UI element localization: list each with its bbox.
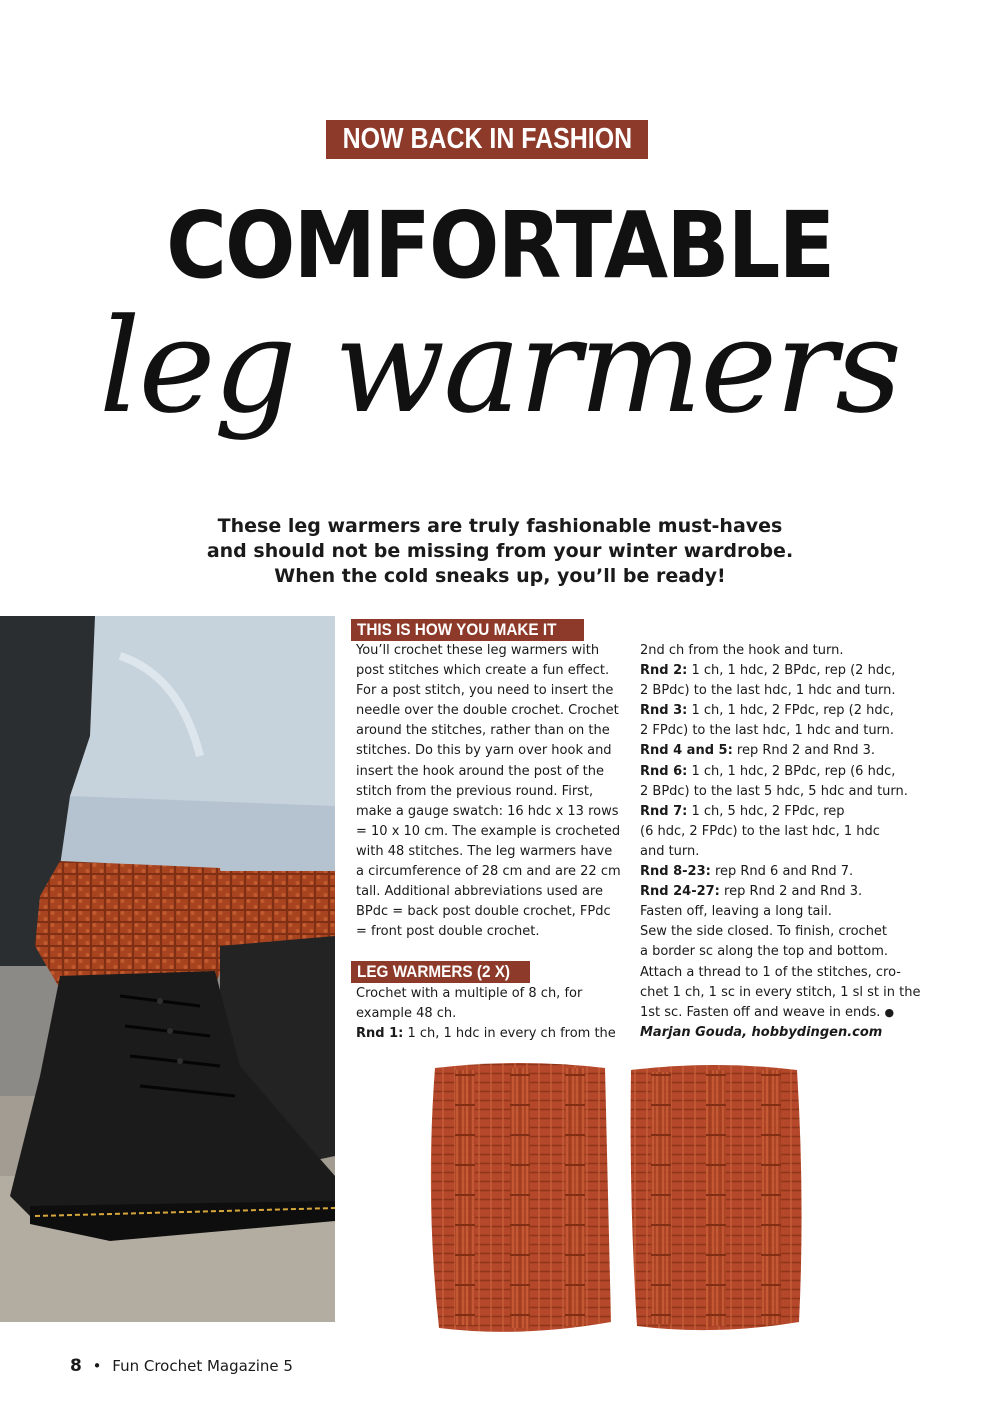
body-line: chet 1 ch, 1 sc in every stitch, 1 sl st in the xyxy=(640,984,921,1000)
body-line xyxy=(640,741,920,761)
round-text: 1 ch, 1 hdc, 2 BPdc, rep (6 hdc, xyxy=(687,763,896,779)
instructions-column-left xyxy=(356,641,621,942)
body-line: with 48 stitches. The leg warmers have xyxy=(356,843,613,859)
instructions-column-right xyxy=(640,641,920,1043)
intro-line: These leg warmers are truly fashionable must-haves xyxy=(217,515,783,537)
section-heading-leg-warmers-text: LEG WARMERS (2 X) xyxy=(357,962,511,981)
body-line: a circumference of 28 cm and are 22 cm xyxy=(356,864,621,880)
body-line xyxy=(640,882,920,902)
body-line: example 48 ch. xyxy=(356,1006,457,1022)
body-line xyxy=(640,862,920,882)
round-label: Rnd 2: xyxy=(640,663,688,679)
footer-bullet: • xyxy=(92,1357,102,1375)
body-line xyxy=(640,1003,920,1023)
body-line: Attach a thread to 1 of the stitches, cro- xyxy=(640,964,901,980)
kicker-banner xyxy=(326,120,648,159)
title-main xyxy=(0,192,999,299)
round-label: Rnd 6: xyxy=(640,763,688,779)
body-line: 2 BPdc) to the last 5 hdc, 5 hdc and turn. xyxy=(640,783,908,799)
closing-text: 1st sc. Fasten off and weave in ends. xyxy=(640,1004,881,1020)
round-label: Rnd 4 and 5: xyxy=(640,743,733,759)
body-line: around the stitches, rather than on the xyxy=(356,723,610,739)
title-main-text: COMFORTABLE xyxy=(165,192,834,299)
body-line xyxy=(640,661,920,681)
body-line: post stitches which create a fun effect. xyxy=(356,663,610,679)
body-line xyxy=(640,701,920,721)
body-line: 2nd ch from the hook and turn. xyxy=(640,643,844,658)
round-text: rep Rnd 6 and Rnd 7. xyxy=(710,864,854,880)
body-line: stitch from the previous round. First, xyxy=(356,783,594,799)
section-heading-how-to-text: THIS IS HOW YOU MAKE IT xyxy=(357,620,557,639)
title-script: leg warmers xyxy=(98,290,901,442)
body-line xyxy=(640,762,920,782)
author-credit: Marjan Gouda, hobbydingen.com xyxy=(640,1024,883,1040)
round-text: 1 ch, 1 hdc, 2 BPdc, rep (2 hdc, xyxy=(687,663,896,679)
photo-leg-warmer-boot xyxy=(0,616,335,1322)
body-line: tall. Additional abbreviations used are xyxy=(356,884,603,900)
end-mark-icon: ● xyxy=(884,1005,895,1019)
kicker-text: NOW BACK IN FASHION xyxy=(342,123,632,155)
round-label: Rnd 3: xyxy=(640,703,688,719)
body-line: and turn. xyxy=(640,843,700,859)
intro-line: and should not be missing from your winter wardrobe. xyxy=(206,540,794,562)
body-line: a border sc along the top and bottom. xyxy=(640,944,888,960)
leg-warmer-left xyxy=(431,1063,611,1332)
body-line: Fasten off, leaving a long tail. xyxy=(640,904,832,920)
body-line: Crochet with a multiple of 8 ch, for xyxy=(356,986,583,1001)
page-number: 8 xyxy=(70,1356,82,1376)
round-label: Rnd 24-27: xyxy=(640,884,720,900)
body-line: 2 BPdc) to the last hdc, 1 hdc and turn. xyxy=(640,683,896,699)
section-heading-how-to xyxy=(351,619,584,641)
leg-warmers-intro xyxy=(356,984,616,1044)
body-line: = front post double crochet. xyxy=(356,924,540,940)
body-line: 2 FPdc) to the last hdc, 1 hdc and turn. xyxy=(640,723,895,739)
round-label: Rnd 1: xyxy=(356,1026,404,1042)
body-line xyxy=(356,1024,616,1044)
body-line: BPdc = back post double crochet, FPdc xyxy=(356,904,611,920)
body-line: = 10 x 10 cm. The example is crocheted xyxy=(356,823,621,839)
photo-leg-warmers-pair xyxy=(425,1060,805,1340)
leg-warmer-right xyxy=(631,1065,802,1330)
body-line: For a post stitch, you need to insert the xyxy=(356,683,614,699)
round-label: Rnd 8-23: xyxy=(640,864,711,880)
body-line: needle over the double crochet. Crochet xyxy=(356,703,619,719)
body-line: Sew the side closed. To finish, crochet xyxy=(640,924,888,940)
round-text: 1 ch, 5 hdc, 2 FPdc, rep xyxy=(687,803,845,819)
round-text: rep Rnd 2 and Rnd 3. xyxy=(719,884,863,900)
publication-name: Fun Crochet Magazine 5 xyxy=(112,1357,293,1375)
body-line xyxy=(640,802,920,822)
body-line: insert the hook around the post of the xyxy=(356,763,604,779)
section-heading-leg-warmers xyxy=(351,961,530,983)
intro-text xyxy=(150,514,850,589)
round-text: rep Rnd 2 and Rnd 3. xyxy=(732,743,876,759)
body-line: stitches. Do this by yarn over hook and xyxy=(356,743,612,759)
round-label: Rnd 7: xyxy=(640,803,688,819)
body-line: make a gauge swatch: 16 hdc x 13 rows xyxy=(356,803,619,819)
page-footer xyxy=(70,1356,293,1376)
body-line: You’ll crochet these leg warmers with xyxy=(356,643,600,658)
round-text: 1 ch, 1 hdc, 2 FPdc, rep (2 hdc, xyxy=(687,703,894,719)
intro-line: When the cold sneaks up, you’ll be ready! xyxy=(274,565,726,587)
body-line: (6 hdc, 2 FPdc) to the last hdc, 1 hdc xyxy=(640,823,880,839)
round-text: 1 ch, 1 hdc in every ch from the xyxy=(403,1026,616,1042)
